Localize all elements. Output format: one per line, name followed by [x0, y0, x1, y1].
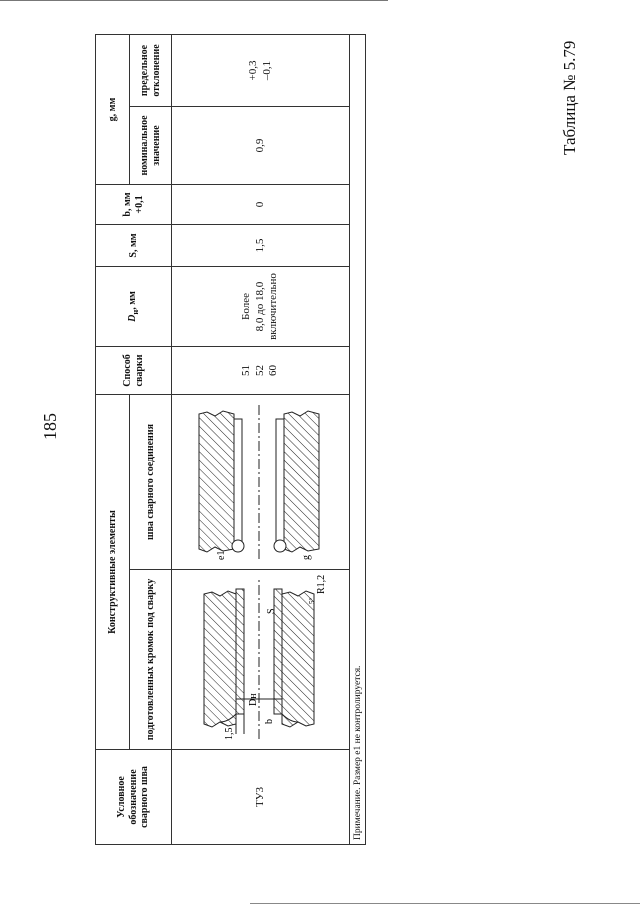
dn-subscript: н — [130, 309, 140, 315]
data-row — [172, 35, 350, 845]
header-g-nominal: номинальное значение — [130, 107, 172, 185]
bottom-edge-line — [250, 903, 640, 904]
header-g: g, мм — [96, 35, 130, 185]
note-row — [350, 35, 366, 845]
table-title: Таблица № 5.79 — [560, 40, 579, 155]
cell-b: 0 — [172, 185, 350, 225]
weld-tube-bottom — [276, 420, 284, 550]
dn-symbol: D — [126, 314, 138, 322]
header-row-2 — [130, 35, 172, 845]
label-b: b — [264, 719, 275, 725]
label-angle: 5° — [308, 598, 316, 605]
tube-wall-top — [236, 590, 244, 715]
plate-hatch-top — [204, 592, 236, 728]
weld-tube-top — [234, 420, 242, 550]
method-3: 60 — [267, 365, 280, 376]
label-s: S — [266, 608, 277, 615]
header-welding-method: Способ сварки — [96, 347, 172, 395]
weld-bead-top — [232, 541, 244, 553]
cell-weld-seam-drawing — [172, 395, 350, 570]
header-designation: Условное обозначение сварного шва — [96, 750, 172, 845]
header-prepared-edges: подготовленных кромок под сварку — [130, 570, 172, 750]
header-s: S, мм — [96, 225, 172, 267]
weld-plate-hatch-top — [199, 412, 234, 553]
cell-welding-methods — [172, 347, 350, 395]
label-e1: e1 — [216, 551, 227, 561]
label-g: g — [301, 555, 312, 561]
header-row-1 — [96, 35, 130, 845]
weld-table — [95, 34, 366, 845]
header-b: b, мм +0,1 — [96, 185, 172, 225]
cell-g-limit — [172, 35, 350, 107]
dn-line-2: 8,0 до 18,0 — [253, 281, 266, 332]
label-dn: Dн — [248, 693, 259, 707]
label-dim-15: 1,5 — [224, 728, 235, 741]
page-number: 185 — [40, 413, 60, 440]
weld-plate-hatch-bottom — [284, 412, 319, 553]
cell-designation: ТУ3 — [172, 750, 350, 845]
cell-prepared-edges-drawing — [172, 570, 350, 750]
top-edge-line — [0, 0, 388, 1]
header-g-limit: предельное отклонение — [130, 35, 172, 107]
g-limit-minus: –0,1 — [260, 60, 273, 81]
cell-g-nominal: 0,9 — [172, 107, 350, 185]
label-r12: R1,2 — [316, 575, 327, 595]
cell-s: 1,5 — [172, 225, 350, 267]
header-weld-seam: шва сварного соединения — [130, 395, 172, 570]
plate-hatch-bottom — [282, 592, 314, 728]
weld-bead-bottom — [274, 541, 286, 553]
cell-dn — [172, 267, 350, 347]
weld-seam-drawing — [184, 400, 334, 565]
method-1: 51 — [239, 365, 252, 376]
header-constructive-elements: Конструктивные элементы — [96, 395, 130, 750]
header-dn: $D_н$, мм — [96, 267, 172, 347]
dn-line-1: Более — [239, 293, 252, 320]
rotated-page-content — [0, 5, 640, 855]
prepared-edges-drawing — [184, 575, 334, 745]
method-2: 52 — [253, 365, 266, 376]
g-limit-plus: +0,3 — [246, 60, 259, 81]
dn-line-3: включительно — [267, 273, 280, 340]
table-note: Примечание. Размер e1 не контролируется. — [350, 35, 366, 845]
